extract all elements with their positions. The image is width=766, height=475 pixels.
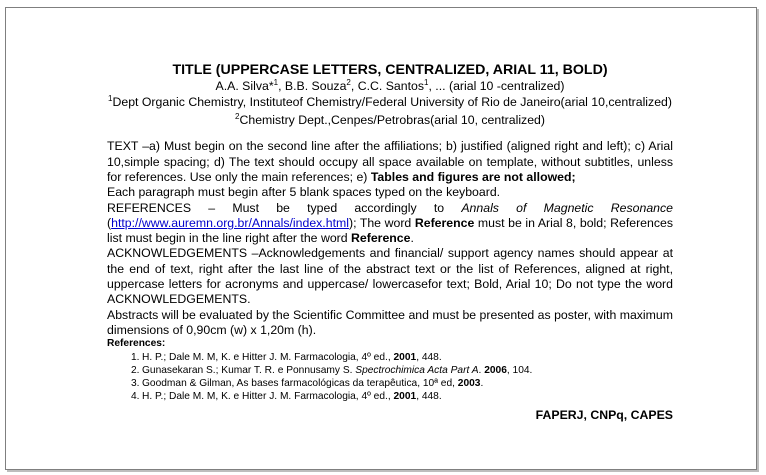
list-item [107,364,673,377]
author-name: , B.B. Souza [278,79,347,93]
acknowledgements-paragraph: ACKNOWLEDGEMENTS –Acknowledgements and financial/ support agency names should appear at the end of text, right after the last line of the abstract text or the list of References, aligned at right, uppercase letters for acronyms and uppercase/ lowercasefor text; Bold, Arial 10; Do not type the word ACKNOWLEDGEMENTS. [107,246,673,307]
affiliation-superscript: 2 [235,111,240,121]
reference-text: H. P.; Dale M. M, K. e Hitter J. M. Farmacologia, 4º ed., [142,352,394,364]
affiliation-2 [107,113,673,129]
affiliation-text: Chemistry Dept.,Cenpes/Petrobras(arial 10, centralized) [239,112,545,127]
reference-number: 2. [131,365,140,377]
reference-number: 4. [131,391,140,403]
references-text: ); The word [348,215,415,230]
reference-text: , 104. [506,365,533,377]
annals-link[interactable]: http://www.auremn.org.br/Annals/index.html [111,215,349,230]
document-page [5,7,757,470]
paragraph-rule: Each paragraph must begin after 5 blank spaces typed on the keyboard. [107,185,501,200]
reference-text: . [480,378,484,390]
reference-number: 3. [131,378,140,390]
text-instructions: TEXT –a) Must begin on the second line after the affiliations; b) justified (aligned right and left); c) Arial 10,simple spacing; d) The text should occupy all space available on template, without subtitles, unless for references. Use only the main references; e) [107,139,673,184]
tables-figures-rule: Tables and figures are not allowed; [370,169,576,184]
abstract-paragraph: Abstracts will be evaluated by the Scientific Committee and must be presented as poster, with maximum dimensions of 0,90cm (w) x 1,20m (h). [107,307,673,337]
affiliation-text: Dept Organic Chemistry, Instituteof Chemistry/Federal University of Rio de Janeiro(arial 10,centralized) [112,94,672,109]
author-line [107,79,673,95]
references-text: ( [107,215,112,230]
reference-year: 2006 [484,365,507,377]
reference-text: . [478,365,485,377]
reference-text: Goodman & Gilman, As bases farmacológicas da terapêutica, 10ª ed, [142,378,458,390]
affiliation-1 [107,95,673,111]
reference-keyword: Reference [351,231,411,246]
page-title: TITLE (UPPERCASE LETTERS, CENTRALIZED, ARIAL 11, BOLD) [172,62,608,78]
reference-text: , 448. [416,391,442,403]
list-item [107,377,673,390]
reference-number: 1. [131,352,140,364]
list-item [107,351,673,364]
reference-year: 2003 [457,378,481,390]
references-heading: References: [107,338,166,350]
author-superscript: 1 [273,77,279,87]
reference-journal: Spectrochimica Acta Part A [355,365,479,377]
author-name: , C.C. Santos [350,79,425,93]
references-list [107,351,673,403]
author-superscript: 2 [346,77,351,87]
references-text: must be in Arial 8, bold; References list must begin in the line right after the word [107,215,673,246]
author-name: A.A. Silva* [215,79,274,93]
list-item [107,390,673,403]
references-text: REFERENCES – Must be typed accordingly to [107,200,462,215]
author-superscript: 1 [424,77,429,87]
reference-text: H. P.; Dale M. M, K. e Hitter J. M. Farmacologia, 4º ed., [142,391,394,403]
journal-name: Annals of Magnetic Resonance [461,200,673,215]
text-paragraph [107,139,673,185]
reference-text: , 448. [416,352,442,364]
author-note: , ... (arial 10 -centralized) [428,79,565,93]
affiliation-superscript: 1 [108,93,113,103]
reference-year: 2001 [393,352,417,364]
reference-keyword: Reference [414,215,475,230]
references-paragraph [107,201,673,247]
reference-text: Gunasekaran S.; Kumar T. R. e Ponnusamy S. [142,365,356,377]
funding-agencies: FAPERJ, CNPq, CAPES [535,408,673,423]
reference-year: 2001 [393,391,417,403]
references-text: . [410,231,414,246]
abstract-template [107,61,673,422]
